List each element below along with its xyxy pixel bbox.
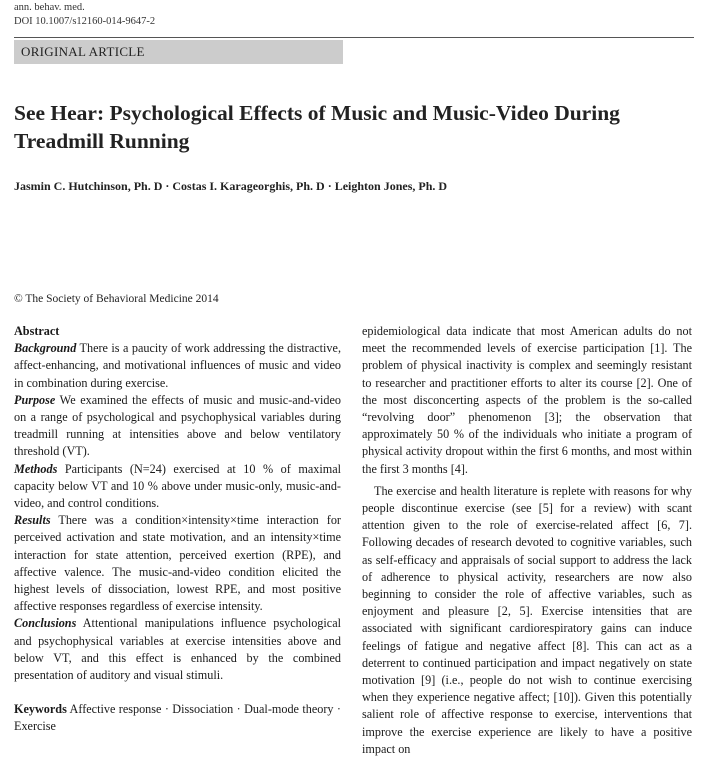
background-label: Background	[14, 341, 77, 356]
section-band	[14, 40, 343, 64]
article-title: See Hear: Psychological Effects of Music and Music-Video During Treadmill Running	[14, 101, 620, 153]
abstract-conclusions	[14, 615, 341, 684]
abstract-heading: Abstract	[14, 324, 60, 338]
methods-text: Participants (N=24) exercised at 10 % of maximal capacity below VT and 10 % above under music-only, music-and-video, and control conditions.	[14, 461, 341, 511]
abstract-purpose	[14, 392, 341, 461]
conclusions-text: Attentional manipulations influence psychological and psychophysical variables at exercise intensities above and below VT, and this effect is enhanced by the combined presentation of auditory and visual stimuli.	[14, 616, 341, 683]
journal-name: ann. behav. med.	[14, 2, 85, 13]
abstract-results	[14, 512, 341, 615]
section-label: ORIGINAL ARTICLE	[21, 44, 145, 59]
purpose-text: We examined the effects of music and music-and-video on a range of psychological and psychophysical variables during treadmill running at intensities above and below ventilatory threshold (VT).	[14, 392, 341, 459]
header-rule	[14, 37, 694, 38]
keywords-label: Keywords	[14, 702, 67, 717]
abstract-background	[14, 340, 341, 392]
copyright-line: © The Society of Behavioral Medicine 2014	[14, 293, 219, 305]
methods-label: Methods	[14, 461, 58, 476]
author-list: Jasmin C. Hutchinson, Ph. D · Costas I. Karageorghis, Ph. D · Leighton Jones, Ph. D	[14, 179, 448, 193]
purpose-label: Purpose	[14, 392, 56, 407]
abstract-column	[14, 323, 341, 736]
body-paragraph-2: The exercise and health literature is replete with reasons for why people discontinue exercise (see [5] for a review) with scant attention given to the role of exercise-related affect [6, 7]. Following decades of research devoted to cognitive variables, such as self-efficacy and appraisals of social support to address the lack of adherence to physical activity, researchers are now also beginning to consider the role of affective variables, such as enjoyment and pleasure [2, 5]. Exercise intensities that are associated with significant cardiorespiratory gains can induce feelings of fatigue and negative affect [8]. This can act as a deterrent to continued participation and impact negatively on state motivation [9] (i.e., people do not wish to continue exercising when they experience negative affect; [10]). Given this potentially salient role of affective response to exercise, interventions that improve the exercise experience are likely to have a positive impact on	[362, 483, 692, 756]
body-column	[362, 323, 692, 758]
keywords-text: Affective response · Dissociation · Dual-mode theory · Exercise	[14, 702, 341, 734]
background-text: There is a paucity of work addressing the distractive, affect-enhancing, and motivational influences of music and video in combination during exercise.	[14, 341, 341, 390]
conclusions-label: Conclusions	[14, 616, 77, 631]
keywords	[14, 701, 341, 735]
results-text: There was a condition×intensity×time interaction for perceived activation and state motivation, and an intensity×time interaction for state attention, perceived exertion (RPE), and affective valence. The music-and-video condition elicited the highest levels of dissociation, lowest RPE, and most positive affective responses regardless of exercise intensity.	[14, 513, 341, 614]
body-paragraph-1: epidemiological data indicate that most American adults do not meet the recommended levels of exercise participation [1]. The problem of physical inactivity is complex and seemingly resistant to researcher and practitioner efforts to alter its course [2]. One of the most disconcerting aspects of the problem is the so-called “revolving door” phenomenon [3]; the observation that approximately 50 % of the individuals who initiate a program of physical activity dropout within the first 6 months, and most within the first 3 months [4].	[362, 324, 692, 476]
abstract-methods	[14, 461, 341, 513]
results-label: Results	[14, 513, 51, 528]
doi-text: DOI 10.1007/s12160-014-9647-2	[14, 16, 156, 27]
